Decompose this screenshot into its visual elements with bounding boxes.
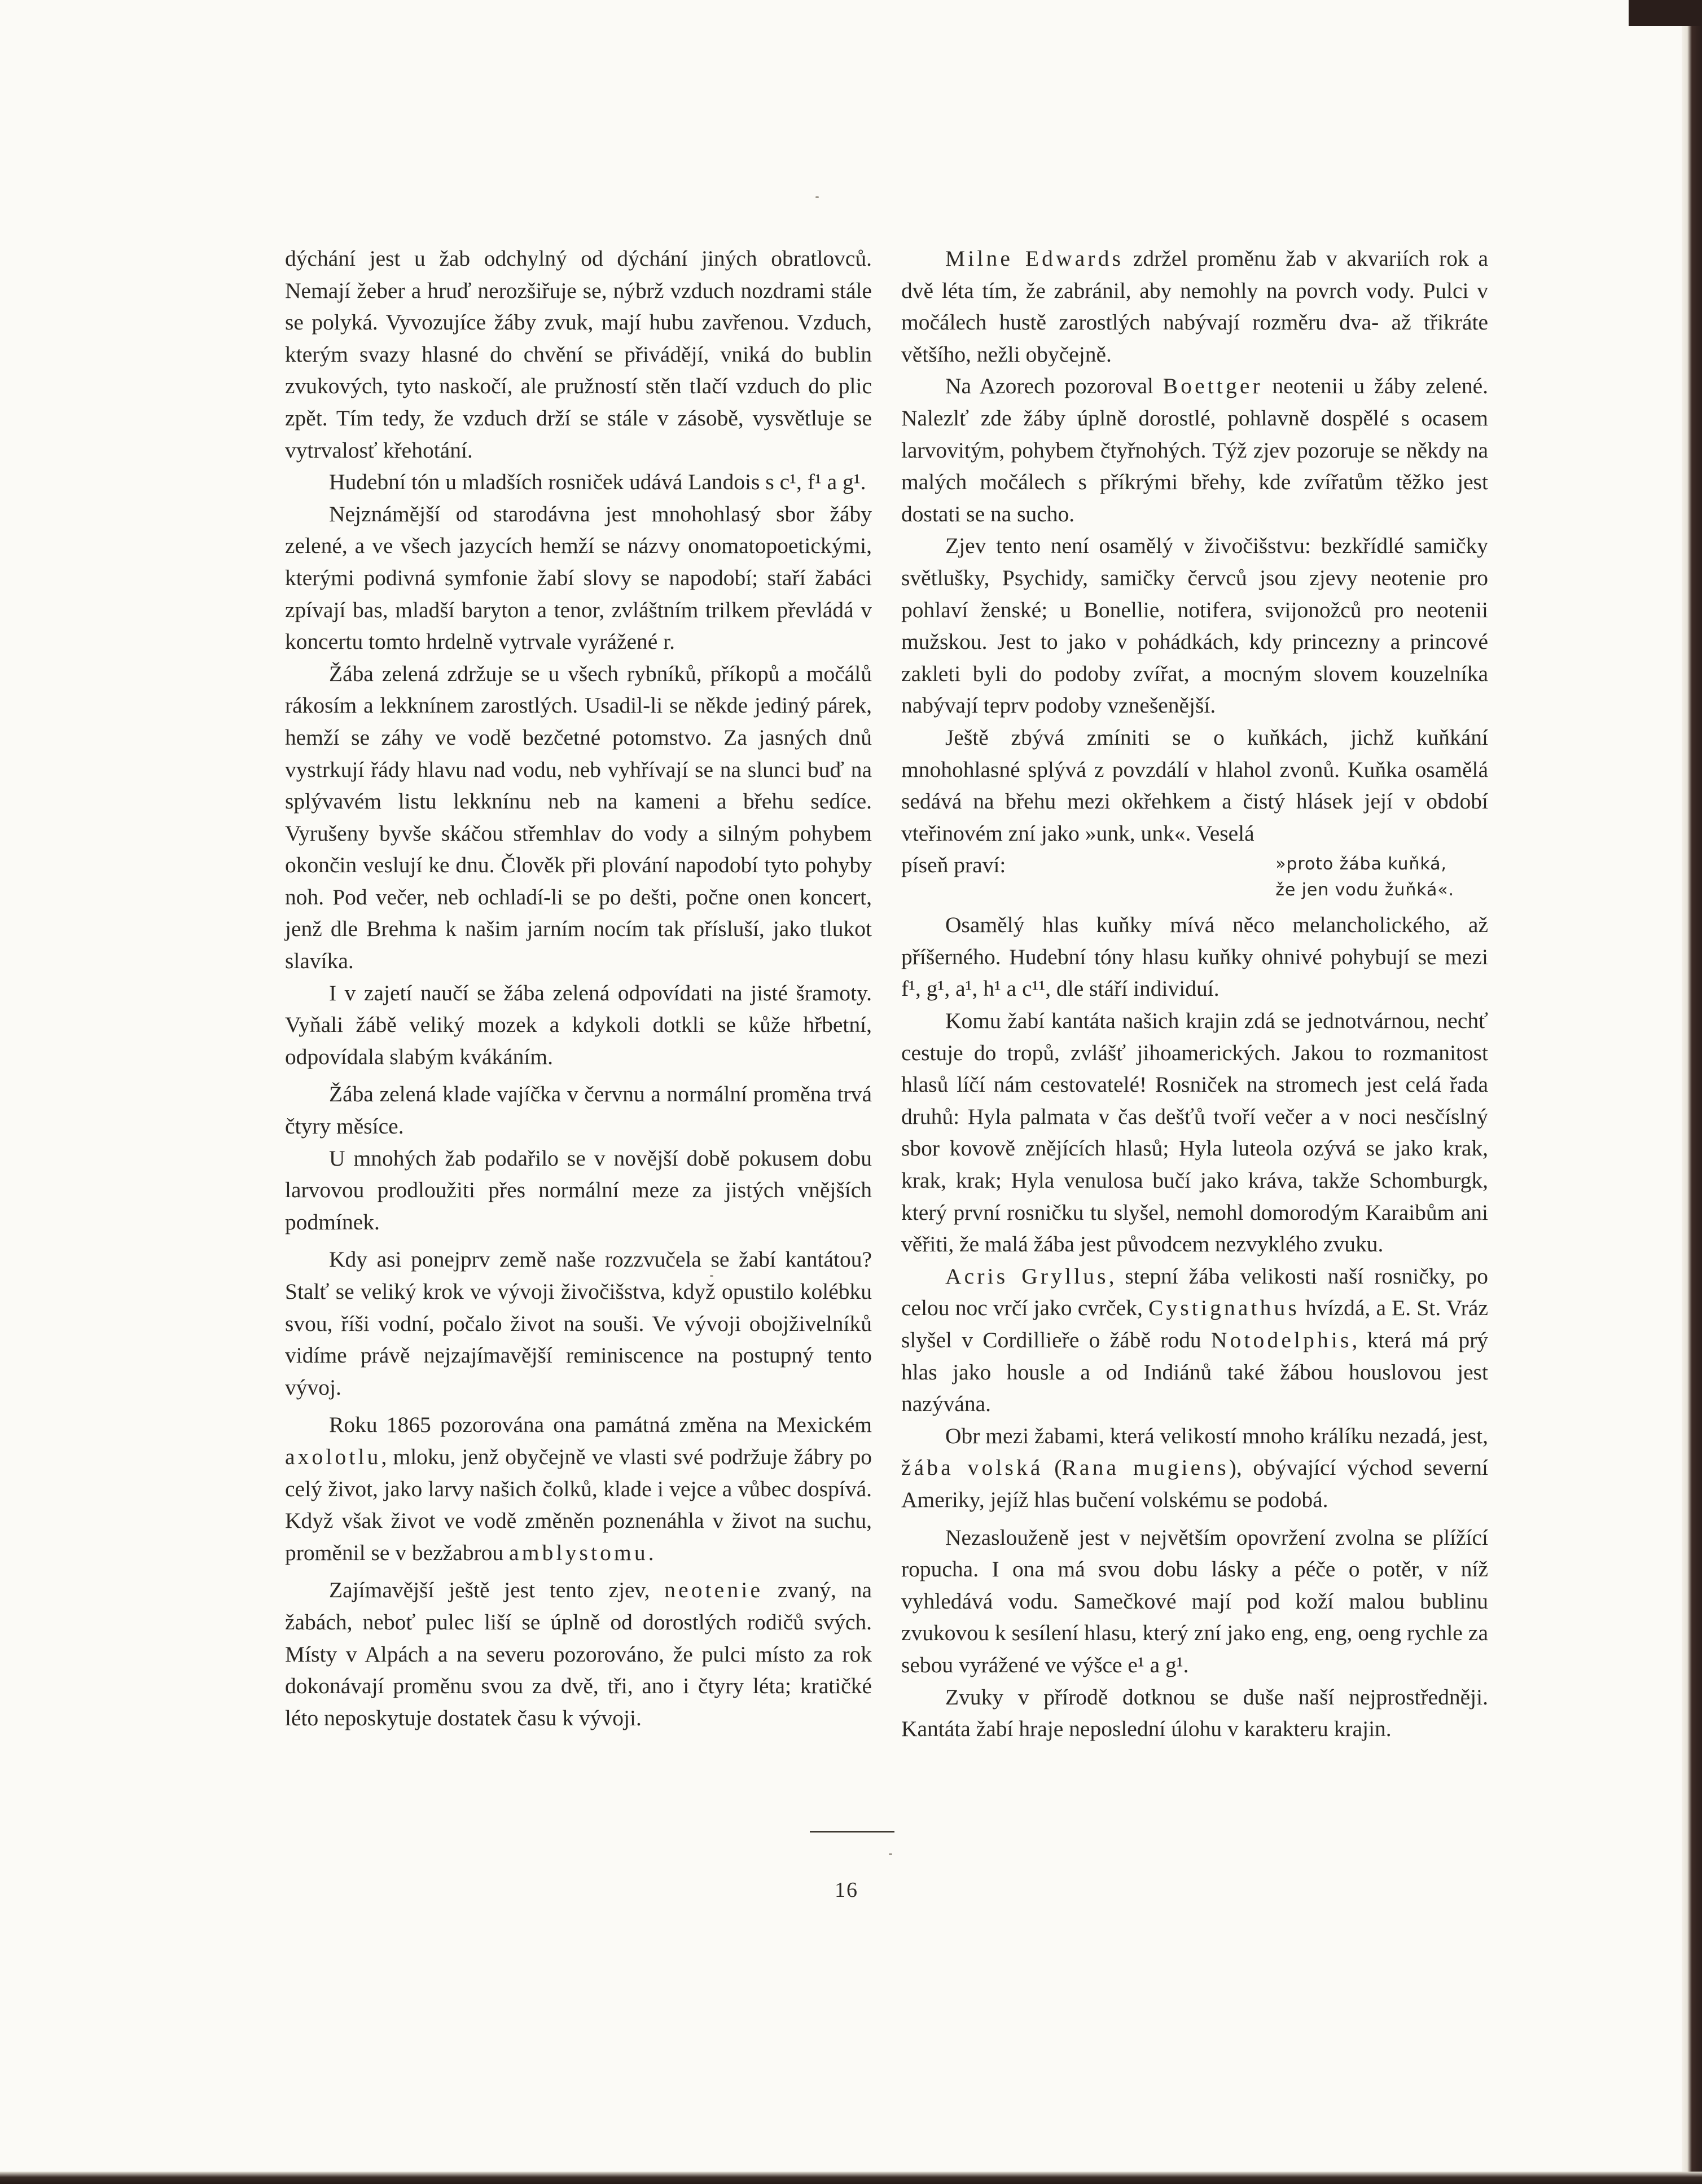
paragraph: Žába zelená zdržuje se u všech rybníků, příkopů a močálů rákosím a lekknínem zarostlých. Usadil-li se někde jediný párek, hemží se záhy ve vodě bezčetné potomstvo. Za jasných dnů vystrkují řády hlavu nad vodu, neb vyhřívají se na slunci buď na splývavém listu lekknínu neb na kameni a břehu sedíce. Vyrušeny byvše skáčou střemhlav do vody a silným pohybem okončin veslují ke dnu. Člověk při plování napodobí tyto pohyby noh. Pod večer, neb ochladí-li se po dešti, počne onen koncert, jenž dle Brehma k našim jarním nocím tak přísluší, jako tlukot slavíka. — [285, 661, 872, 974]
verse-line: »proto žába kuňká, — [1275, 854, 1447, 875]
verse-line: že jen vodu žuňká«. — [1275, 880, 1454, 900]
paragraph — [285, 1409, 872, 1568]
paragraph: Nezaslouženě jest v největším opovržení zvolna se plížící ropucha. I ona má svou dobu lásky a péče o potěr, v níž vyhledává vodu. Samečkové mají pod koží malou bublinu zvukovou k sesílení hlasu, který zní jako eng, eng, oeng rychle za sebou vyrážené ve výšce e¹ a g¹. — [901, 1524, 1488, 1677]
spaced-term: žába volská — [901, 1455, 1043, 1480]
text-run: , mloku, jenž obyčejně ve vlasti své podržuje žábry po celý život, jako larvy našich čolků, klade i vejce a vůbec dospívá. Když však život ve vodě změněn poznenáhla v život na suchu, proměnil se v bezžabrou — [285, 1444, 872, 1565]
page-edge-right — [1682, 0, 1702, 2184]
paragraph — [285, 1574, 872, 1734]
text-run: Roku 1865 pozorována ona památná změna na Mexickém — [329, 1412, 872, 1438]
paragraph: Zvuky v přírodě dotknou se duše naší nejprostředněji. Kantáta žabí hraje neposlední úlohu v karakteru krajin. — [901, 1684, 1488, 1742]
text-run: neotenii u žáby zelené. Nalezlť zde žáby úplně dorostlé, pohlavně dospělé s ocasem larvovitým, pohybem čtyřnohých. Týž zjev pozoruje se někdy na malých močálech s příkrými břehy, kde zvířatům těžko jest dostati se na sucho. — [901, 373, 1488, 526]
paragraph: Nejznámější od starodávna jest mnohohlasý sbor žáby zelené, a ve všech jazycích hemží se názvy onomatopoetickými, kterými podivná symfonie žabí slovy se napodobí; staří žabáci zpívají bas, mladší baryton a tenor, zvláštním trilkem převládá v koncertu tomto hrdelně vytrvale vyrážené r. — [285, 501, 872, 654]
spaced-term: Milne Edwards — [945, 246, 1124, 271]
paragraph — [901, 1420, 1488, 1516]
spaced-term: amblystomu — [509, 1540, 648, 1565]
text-run: Zajímavější ještě jest tento zjev, — [329, 1577, 665, 1603]
paragraph: I v zajetí naučí se žába zelená odpovídati na jisté šramoty. Vyňali žábě veliký mozek a kdykoli dotkli se kůže hřbetní, odpovídala slabým kvákáním. — [285, 980, 872, 1069]
verse — [1275, 851, 1454, 903]
text-run: ), obývající východ severní Ameriky, jejíž hlas bučení volskému se podobá. — [901, 1455, 1488, 1512]
paragraph — [901, 1260, 1488, 1420]
page-edge-bottom — [0, 2172, 1702, 2184]
paragraph: Zjev tento není osamělý v živočišstvu: bezkřídlé samičky světlušky, Psychidy, samičky červců jsou zjevy neotenie pro pohlaví ženské; u Bonellie, notifera, svijonožců pro neotenii mužskou. Jest to jako v pohádkách, kdy princezny a princové zakleti byli do podoby zvířat, a mocným slovem kouzelníka nabývají teprv podoby vznešenější. — [901, 533, 1488, 718]
paragraph: U mnohých žab podařilo se v novější době pokusem dobu larvovou prodloužiti přes normální meze za jistých vnějších podmínek. — [285, 1145, 872, 1234]
page-edge-top — [1629, 0, 1702, 26]
spaced-term: Acris Gryllus — [945, 1263, 1109, 1289]
text-run: hvízdá, a E. St. Vráz slyšel v Cordillieře o žábě rodu — [901, 1295, 1488, 1352]
spaced-term: Boettger — [1163, 373, 1263, 399]
verse-lead: píseň praví: — [901, 852, 1006, 878]
text-run: Obr mezi žabami, která velikostí mnoho králíku nezadá, jest, — [945, 1423, 1488, 1448]
text-run: zvaný, na žabách, neboť pulec liší se úplně od dorostlých rodičů svých. Místy v Alpách a na severu pozorováno, že pulci místo za rok dokonávají proměnu svou za dvě, tři, ano i čtyry léta; kratičké léto neposkytuje dostatek času k vývoji. — [285, 1577, 872, 1730]
paragraph: Žába zelená klade vajíčka v červnu a normální proměna trvá čtyry měsíce. — [285, 1082, 872, 1139]
text-run: zdržel proměnu žab v akvariích rok a dvě léta tím, že zabránil, aby nemohly na povrch vody. Pulci v močálech hustě zarostlých nabývají rozměru dva- až třikráte většího, nežli obyčejně. — [901, 246, 1488, 367]
paragraph: Komu žabí kantáta našich krajin zdá se jednotvárnou, nechť cestuje do tropů, zvlášť jihoamerických. Jakou to rozmanitost hlasů líčí nám cestovatelé! Rosniček na stromech jest celá řada druhů: Hyla palmata v čas dešťů tvoří večer a v noci nesčíslný sbor kovově znějících hlasů; Hyla luteola ozývá se jako krak, krak, krak; Hyla venulosa bučí jako kráva, takže Schomburgk, který první rosničku tu slyšel, nemohl domorodým Karaibům ani věřiti, že malá žába jest původcem nezvyklého zvuku. — [901, 1008, 1488, 1257]
left-column — [285, 243, 872, 1734]
text-run: , která má prý hlas jako housle a od Indiánů také žábou houslovou jest nazývána. — [901, 1328, 1489, 1417]
spaced-term: Notodelphis — [1210, 1328, 1352, 1352]
spaced-term: neotenie — [664, 1577, 764, 1603]
paragraph — [901, 243, 1488, 370]
spaced-term: Cystignathus — [1148, 1295, 1300, 1321]
closing-rule — [810, 1831, 894, 1833]
paragraph: Ještě zbývá zmíniti se o kuňkách, jichž kuňkání mnohohlasné splývá z povzdálí v hlahol zvonů. Kuňka osamělá sedává na břehu mezi okřehkem a čistý hlásek její v období vteřinovém zní jako »unk, unk«. Veselá — [901, 724, 1488, 846]
text-run: , stepní žába velikosti naší rosničky, po celou noc vrčí jako cvrček, — [901, 1263, 1488, 1321]
paper-speck — [889, 1853, 892, 1855]
paragraph: Hudební tón u mladších rosniček udává Landois s c¹, f¹ a g¹. — [329, 469, 866, 495]
paragraph: dýchání jest u žab odchylný od dýchání jiných obratlovců. Nemají žeber a hruď nerozšiřuje se, nýbrž vzduch nozdrami stále se polyká. Vyvozujíce žáby zvuk, mají hubu zavřenou. Vzduch, kterým svazy hlasné do chvění se přivádějí, vniká do bublin zvukových, tyto naskočí, ale pružností stěn tlačí vzduch do plic zpět. Tím tedy, že vzduch drží se stále v zásobě, vysvětluje se vytrvalosť křehotání. — [285, 246, 872, 463]
page-number: 16 — [835, 1878, 858, 1902]
right-column — [901, 243, 1488, 1745]
paragraph: Osamělý hlas kuňky mívá něco melancholického, až příšerného. Hudební tóny hlasu kuňky ohnivé pohybují se mezi f¹, g¹, a¹, h¹ a c¹¹, dle stáří individuí. — [901, 912, 1488, 1001]
paragraph: Kdy asi ponejprv země naše rozzvučela se žabí kantátou? Stalť se veliký krok ve vývoji živočišstva, když opustilo kolébku svou, říši vodní, počalo život na souši. Ve vývoji obojživelníků vidíme právě nejzajímavější reminiscence na postupný tento vývoj. — [285, 1247, 872, 1400]
spaced-term: Rana mugiens — [1061, 1455, 1229, 1480]
paragraph — [901, 370, 1488, 530]
text-run: . — [648, 1540, 654, 1565]
text-run: ( — [1043, 1455, 1062, 1480]
spaced-term: axolotlu — [285, 1444, 381, 1469]
paper-speck — [815, 196, 819, 198]
text-run: Na Azorech pozoroval — [945, 373, 1163, 399]
verse-block — [901, 849, 1488, 903]
